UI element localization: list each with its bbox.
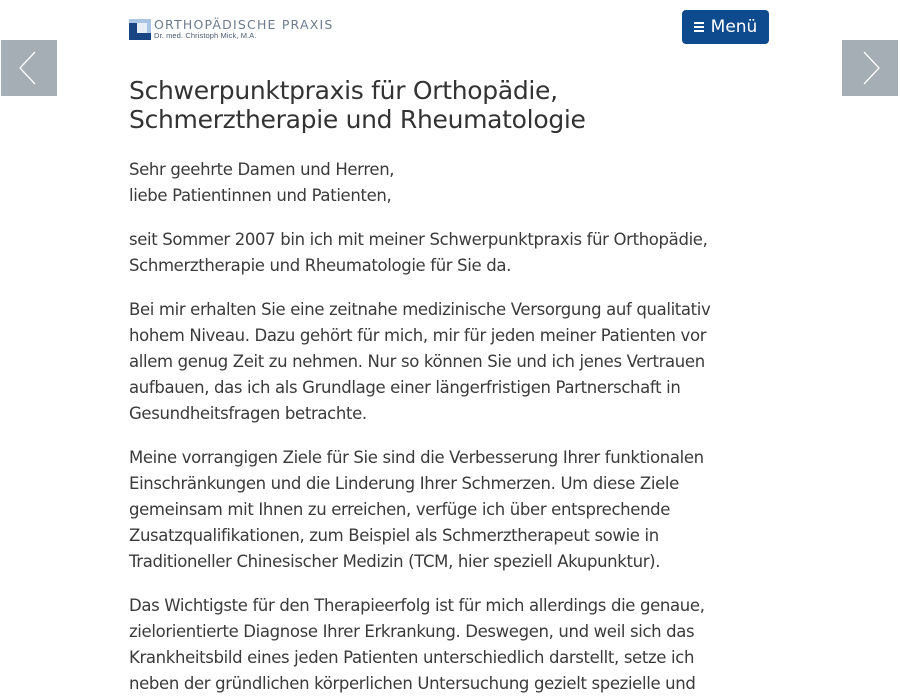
diagnosis-paragraph xyxy=(129,593,744,697)
logo-subtitle: Dr. med. Christoph Mick, M.A. xyxy=(154,31,257,40)
logo-title: ORTHOPÄDISCHE PRAXIS xyxy=(154,16,334,32)
greeting-paragraph xyxy=(129,157,744,209)
intro-paragraph xyxy=(129,227,744,279)
page-title xyxy=(129,76,744,134)
chevron-left-icon xyxy=(17,48,41,88)
menu-button[interactable] xyxy=(682,10,769,44)
hamburger-icon xyxy=(694,22,704,32)
text-line: Schmerztherapie und Rheumatologie für Sie da. xyxy=(129,256,511,275)
text-line: Zusatzqualifikationen, zum Beispiel als Schmerztherapeut sowie in xyxy=(129,526,659,545)
text-line: liebe Patientinnen und Patienten, xyxy=(129,186,392,205)
text-line: aufbauen, das ich als Grundlage einer längerfristigen Partnerschaft in xyxy=(129,378,681,397)
text-line: zielorientierte Diagnose Ihrer Erkrankung. Deswegen, und weil sich das xyxy=(129,622,695,641)
previous-page-button[interactable] xyxy=(1,40,57,96)
text-line: neben der gründlichen körperlichen Untersuchung gezielt spezielle und xyxy=(129,674,696,693)
title-line: Schwerpunktpraxis für Orthopädie, xyxy=(129,76,558,105)
care-paragraph xyxy=(129,297,744,427)
text-line: Traditioneller Chinesischer Medizin (TCM, hier speziell Akupunktur). xyxy=(129,552,661,571)
menu-button-label: Menü xyxy=(710,17,758,37)
logo[interactable] xyxy=(129,18,333,40)
logo-text xyxy=(154,16,334,40)
goals-paragraph xyxy=(129,445,744,575)
text-line: Einschränkungen und die Linderung Ihrer Schmerzen. Um diese Ziele xyxy=(129,474,679,493)
text-line: seit Sommer 2007 bin ich mit meiner Schwerpunktpraxis für Orthopädie, xyxy=(129,230,708,249)
text-line: gemeinsam mit Ihnen zu erreichen, verfüge ich über entsprechende xyxy=(129,500,671,519)
text-line: Gesundheitsfragen betrachte. xyxy=(129,404,367,423)
text-line: Bei mir erhalten Sie eine zeitnahe medizinische Versorgung auf qualitativ xyxy=(129,300,711,319)
main-content xyxy=(129,76,744,697)
title-line: Schmerztherapie und Rheumatologie xyxy=(129,105,586,134)
text-line: allem genug Zeit zu nehmen. Nur so können Sie und ich jenes Vertrauen xyxy=(129,352,705,371)
text-line: Das Wichtigste für den Therapieerfolg ist für mich allerdings die genaue, xyxy=(129,596,705,615)
chevron-right-icon xyxy=(858,48,882,88)
text-line: Meine vorrangigen Ziele für Sie sind die Verbesserung Ihrer funktionalen xyxy=(129,448,704,467)
text-line: hohem Niveau. Dazu gehört für mich, mir für jeden meiner Patienten vor xyxy=(129,326,707,345)
next-page-button[interactable] xyxy=(842,40,898,96)
text-line: Sehr geehrte Damen und Herren, xyxy=(129,160,395,179)
logo-mark-icon xyxy=(129,19,151,40)
text-line: Krankheitsbild eines jeden Patienten unterschiedlich darstellt, setze ich xyxy=(129,648,695,667)
